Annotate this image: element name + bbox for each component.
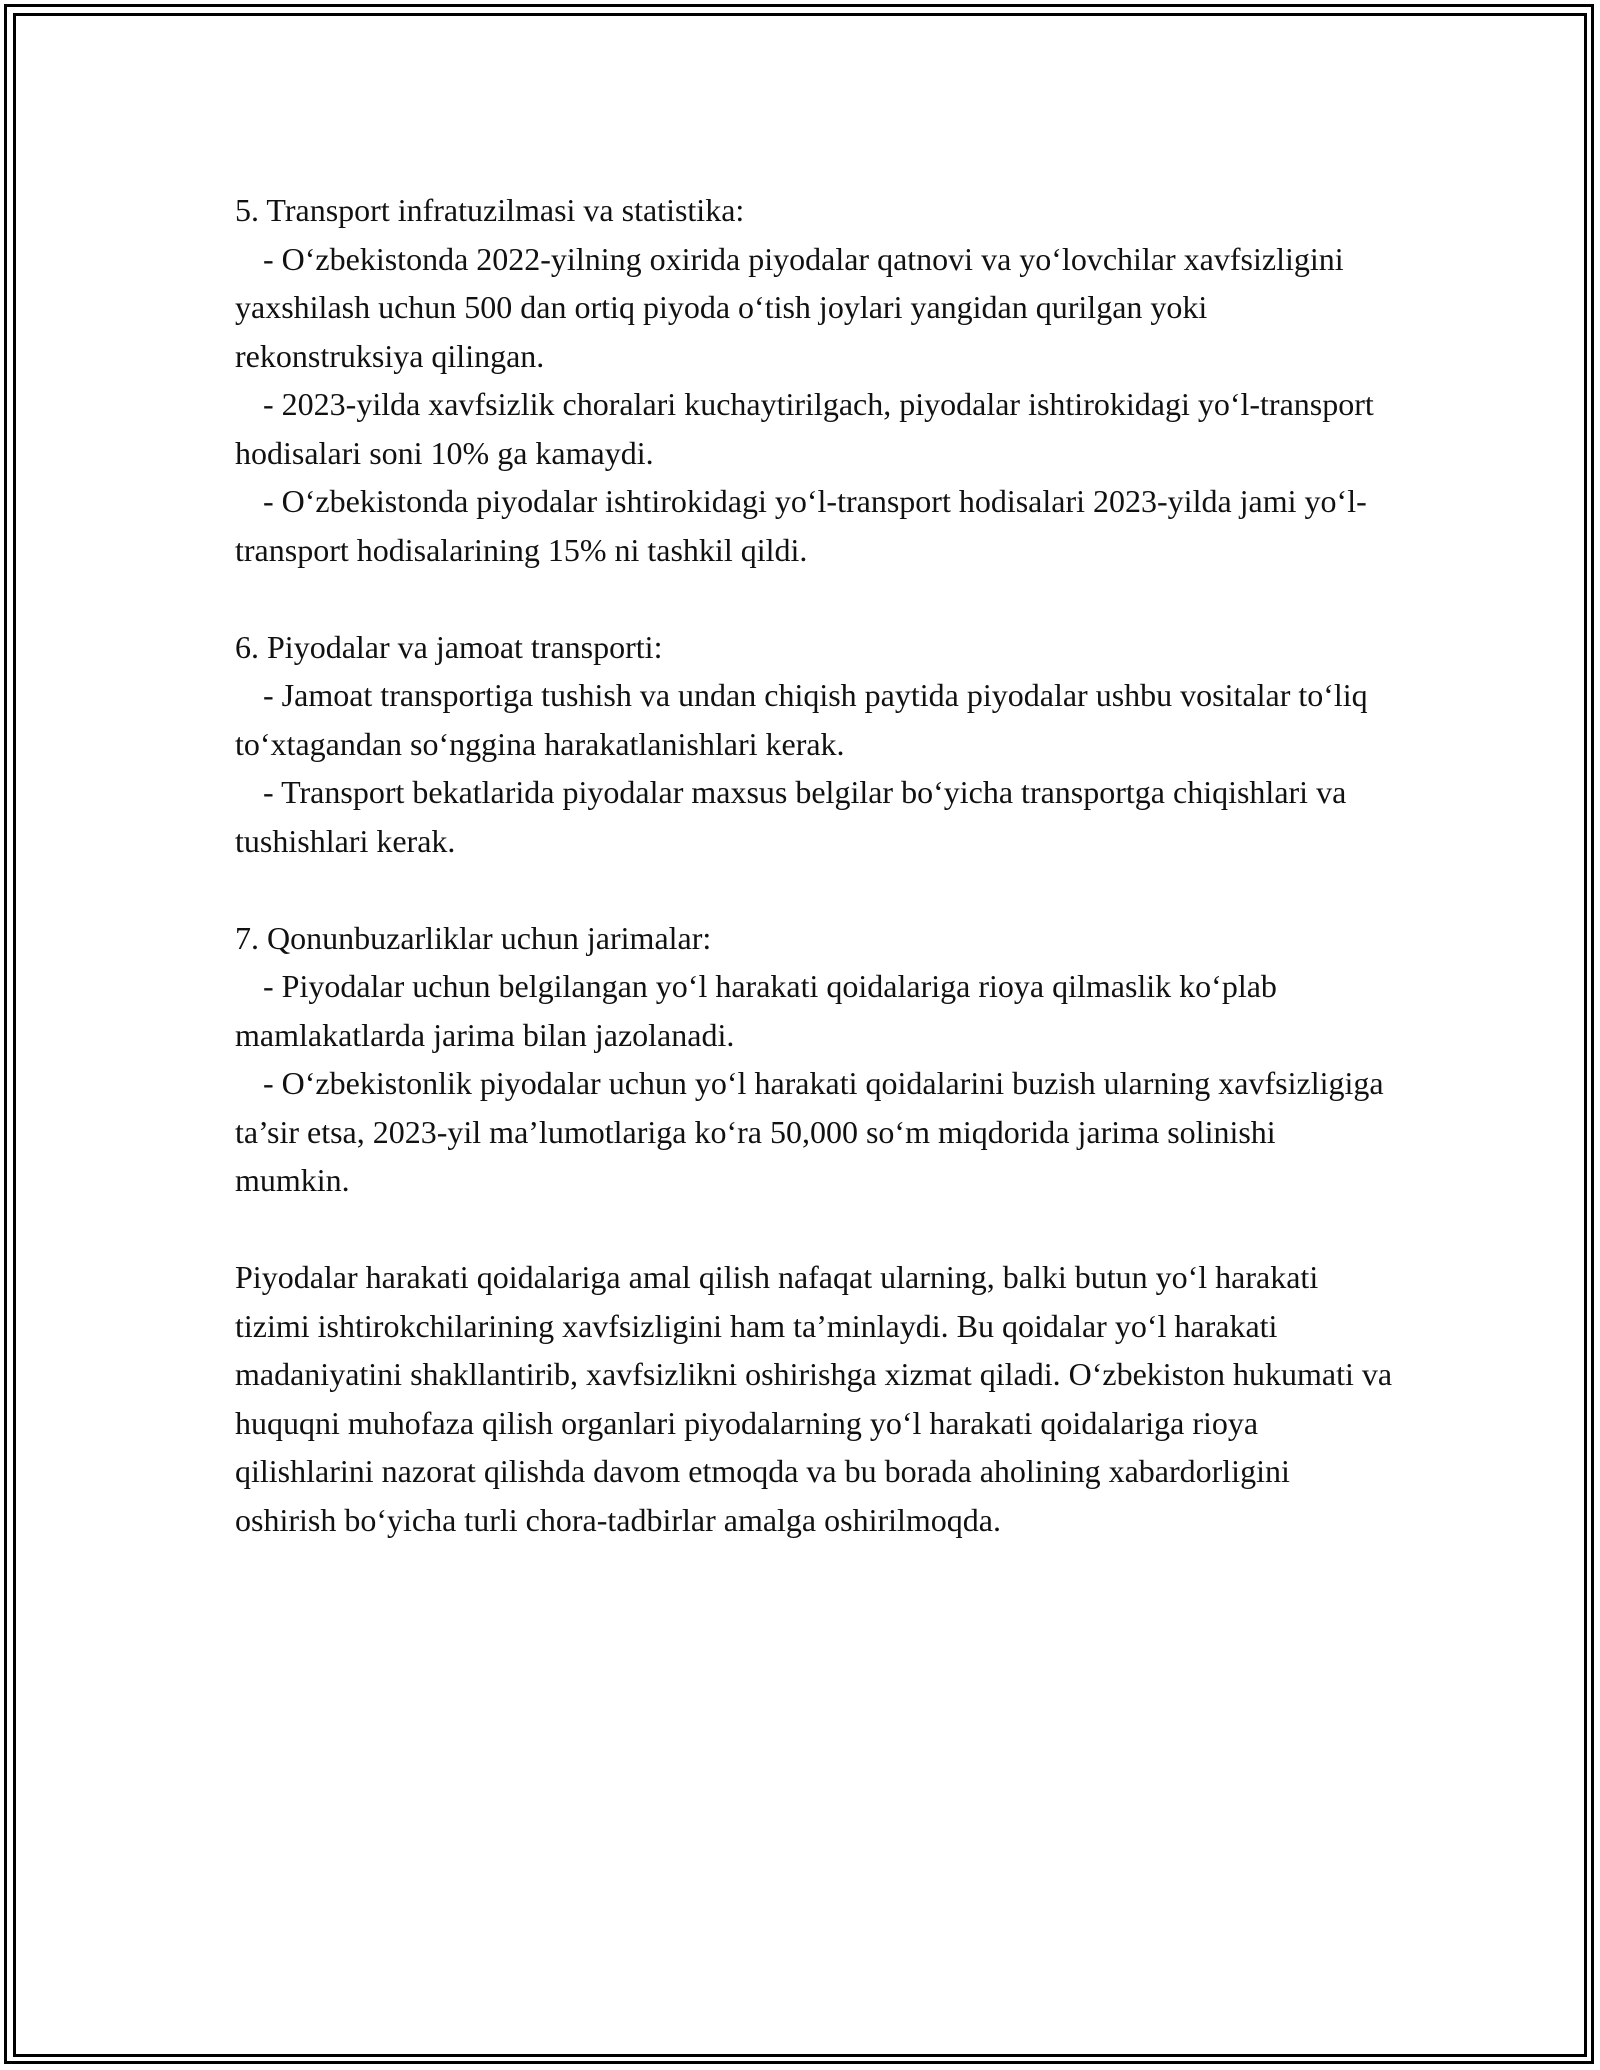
section-fines bbox=[235, 914, 1395, 1205]
bullet-item: - Piyodalar uchun belgilangan yo‘l harakati qoidalariga rioya qilmaslik ko‘plab mamlakatlarda jarima bilan jazolanadi. bbox=[235, 968, 1277, 1053]
bullet-item: - O‘zbekistonda 2022-yilning oxirida piyodalar qatnovi va yo‘lovchilar xavfsizligini yaxshilash uchun 500 dan ortiq piyoda o‘tish joylari yangidan qurilgan yoki rekonstruksiya qilingan. bbox=[235, 240, 1344, 374]
section-heading: 5. Transport infratuzilmasi va statistika: bbox=[235, 192, 745, 228]
section-public-transport bbox=[235, 623, 1395, 866]
bullet-item: - O‘zbekistonda piyodalar ishtirokidagi yo‘l-transport hodisalari 2023-yilda jami yo‘l-transport hodisalarining 15% ni tashkil qildi. bbox=[235, 483, 1367, 568]
bullet-item: - 2023-yilda xavfsizlik choralari kuchaytirilgach, piyodalar ishtirokidagi yo‘l-transport hodisalari soni 10% ga kamaydi. bbox=[235, 386, 1374, 471]
section-transport-infrastructure bbox=[235, 186, 1395, 574]
bullet-item: - Transport bekatlarida piyodalar maxsus belgilar bo‘yicha transportga chiqishlari va tushishlari kerak. bbox=[235, 774, 1347, 859]
bullet-item: - Jamoat transportiga tushish va undan chiqish paytida piyodalar ushbu vositalar to‘liq to‘xtagandan so‘nggina harakatlanishlari kerak. bbox=[235, 677, 1368, 762]
closing-paragraph: Piyodalar harakati qoidalariga amal qilish nafaqat ularning, balki butun yo‘l harakati tizimi ishtirokchilarining xavfsizligini ham ta’minlaydi. Bu qoidalar yo‘l harakati madaniyatini shakllantirib, xavfsizlikni oshirishga xizmat qiladi. O‘zbekiston hukumati va huquqni muhofaza qilish organlari piyodalarning yo‘l harakati qoidalariga rioya qilishlarini nazorat qilishda davom etmoqda va bu borada aholining xabardorligini oshirish bo‘yicha turli chora-tadbirlar amalga oshirilmoqda. bbox=[235, 1259, 1393, 1538]
section-heading: 7. Qonunbuzarliklar uchun jarimalar: bbox=[235, 919, 712, 956]
section-heading: 6. Piyodalar va jamoat transporti: bbox=[235, 628, 663, 665]
document-body bbox=[235, 186, 1395, 1544]
bullet-item: - O‘zbekistonlik piyodalar uchun yo‘l harakati qoidalarini buzish ularning xavfsizligiga ta’sir etsa, 2023-yil ma’lumotlariga ko‘ra 50,000 so‘m miqdorida jarima solinishi mumkin. bbox=[235, 1065, 1384, 1198]
